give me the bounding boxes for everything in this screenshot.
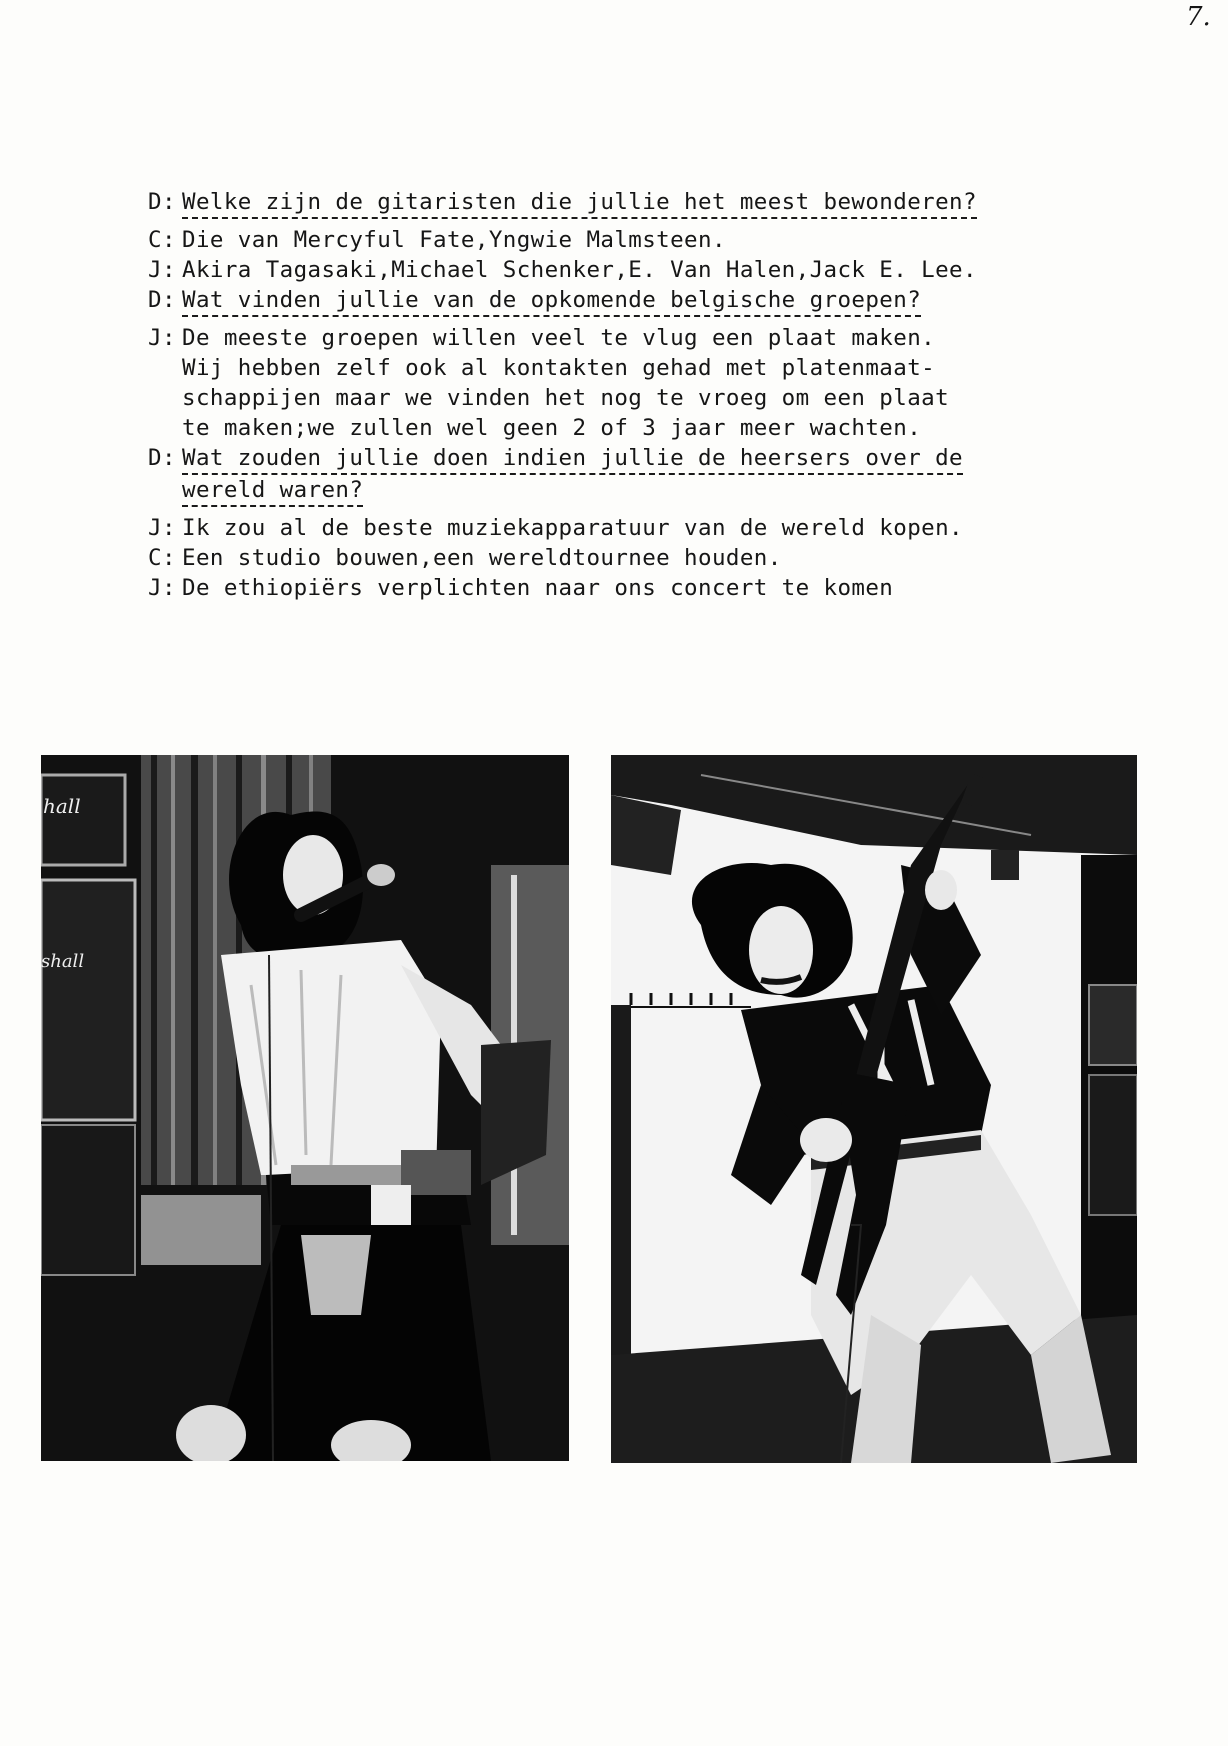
speaker-label: J: <box>148 575 176 601</box>
speaker-label: D: <box>148 287 176 313</box>
answer-text: te maken;we zullen wel geen 2 of 3 jaar meer wachten. <box>182 415 922 441</box>
answer-text: Wij hebben zelf ook al kontakten gehad met platenmaat- <box>182 355 936 381</box>
svg-text:shall: shall <box>41 951 85 972</box>
speaker-label: C: <box>148 227 176 253</box>
question-text: Wat vinden jullie van de opkomende belgische groepen? <box>182 285 921 317</box>
answer-text: De meeste groepen willen veel te vlug een plaat maken. <box>182 325 936 351</box>
speaker-label: J: <box>148 515 176 541</box>
answer-line <box>148 573 1068 603</box>
answer-line <box>148 323 1068 353</box>
answer-text: De ethiopiërs verplichten naar ons concert te komen <box>182 575 894 601</box>
question-line <box>148 187 1068 219</box>
answer-text: schappijen maar we vinden het nog te vroeg om een plaat <box>182 385 950 411</box>
speaker-label: J: <box>148 257 176 283</box>
speaker-label: D: <box>148 189 176 215</box>
question-text: Wat zouden jullie doen indien jullie de heersers over de <box>182 443 963 475</box>
question-line <box>148 443 1068 475</box>
answer-text: Akira Tagasaki,Michael Schenker,E. Van Halen,Jack E. Lee. <box>182 257 977 283</box>
answer-line <box>148 255 1068 285</box>
question-continuation <box>148 475 1068 507</box>
amplifier-stack <box>41 775 135 1275</box>
question-line <box>148 285 1068 317</box>
answer-line <box>148 543 1068 573</box>
answer-continuation <box>148 383 1068 413</box>
page-number: 7. <box>1186 2 1211 32</box>
svg-text:hall: hall <box>43 794 81 818</box>
guitarist-illustration <box>611 755 1137 1463</box>
answer-line <box>148 225 1068 255</box>
speaker-label: C: <box>148 545 176 571</box>
photo-guitarist <box>611 755 1137 1463</box>
question-text: wereld waren? <box>182 475 363 507</box>
speaker-label: D: <box>148 445 176 471</box>
speaker-label: J: <box>148 325 176 351</box>
answer-text: Een studio bouwen,een wereldtournee houden. <box>182 545 782 571</box>
question-text: Welke zijn de gitaristen die jullie het meest bewonderen? <box>182 187 977 219</box>
photo-singer <box>41 755 569 1461</box>
answer-text: Ik zou al de beste muziekapparatuur van de wereld kopen. <box>182 515 963 541</box>
answer-continuation <box>148 413 1068 443</box>
interview-text <box>148 187 1068 603</box>
singer-illustration <box>41 755 569 1461</box>
answer-line <box>148 513 1068 543</box>
answer-continuation <box>148 353 1068 383</box>
answer-text: Die van Mercyful Fate,Yngwie Malmsteen. <box>182 227 726 253</box>
